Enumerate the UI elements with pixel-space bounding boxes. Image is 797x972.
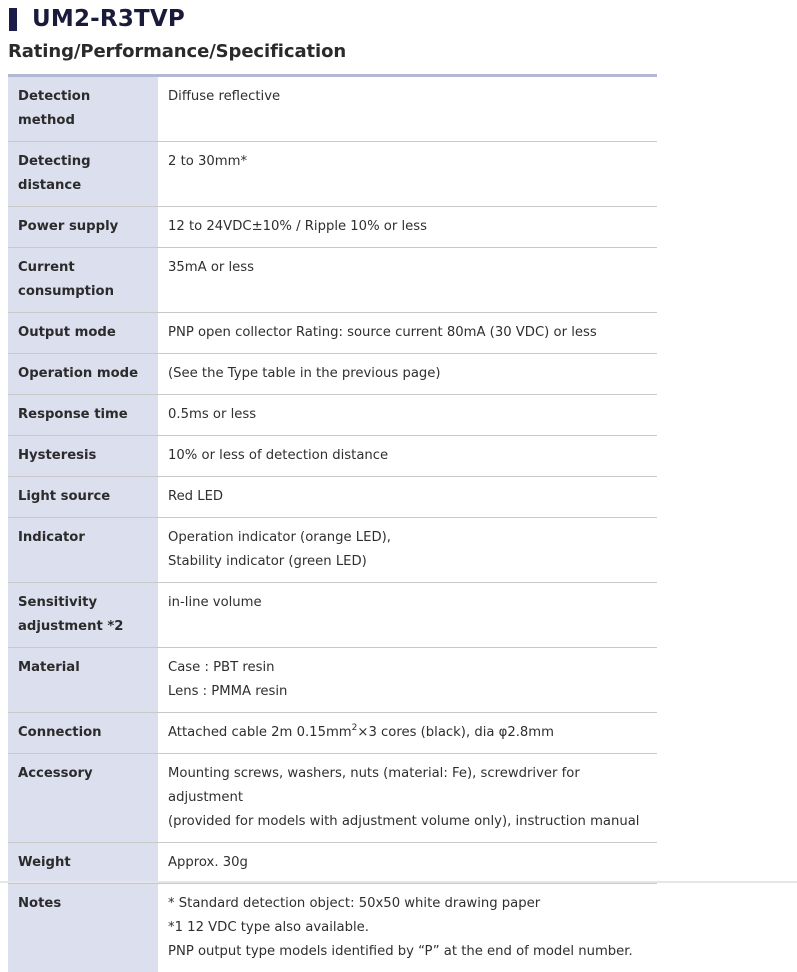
spec-row xyxy=(8,248,657,313)
spec-value-line: 2 to 30mm* xyxy=(168,150,647,174)
spec-value xyxy=(158,518,657,583)
model-title xyxy=(9,4,185,34)
spec-row xyxy=(8,583,657,648)
spec-value-line: 35mA or less xyxy=(168,256,647,280)
spec-label: Weight xyxy=(8,843,158,884)
spec-row xyxy=(8,76,657,142)
spec-value-line: 12 to 24VDC±10% / Ripple 10% or less xyxy=(168,215,647,239)
spec-table xyxy=(8,74,657,972)
spec-label: Indicator xyxy=(8,518,158,583)
spec-value xyxy=(158,713,657,754)
spec-value-line: (See the Type table in the previous page) xyxy=(168,362,647,386)
spec-value-line: PNP open collector Rating: source current 80mA (30 VDC) or less xyxy=(168,321,647,345)
spec-row xyxy=(8,754,657,843)
spec-label: Accessory xyxy=(8,754,158,843)
spec-value xyxy=(158,313,657,354)
spec-value-line: *1 12 VDC type also available. xyxy=(168,916,647,940)
spec-value xyxy=(158,583,657,648)
spec-value xyxy=(158,207,657,248)
spec-value xyxy=(158,754,657,843)
spec-row xyxy=(8,354,657,395)
spec-label: Sensitivity adjustment *2 xyxy=(8,583,158,648)
spec-row xyxy=(8,843,657,884)
spec-label: Current consumption xyxy=(8,248,158,313)
spec-row xyxy=(8,884,657,972)
spec-value-line: Case : PBT resin xyxy=(168,656,647,680)
spec-value xyxy=(158,395,657,436)
spec-value-line: Red LED xyxy=(168,485,647,509)
spec-value-line: (provided for models with adjustment volume only), instruction manual xyxy=(168,810,647,834)
spec-value-line: Mounting screws, washers, nuts (material: Fe), screwdriver for adjustment xyxy=(168,762,647,810)
spec-value xyxy=(158,884,657,972)
spec-value-text: ×3 cores (black), dia φ2.8mm xyxy=(357,725,554,740)
spec-value-line: 0.5ms or less xyxy=(168,403,647,427)
spec-row xyxy=(8,142,657,207)
spec-value xyxy=(158,477,657,518)
spec-value-line: Lens : PMMA resin xyxy=(168,680,647,704)
spec-value xyxy=(158,648,657,713)
spec-value xyxy=(158,843,657,884)
model-name: UM2-R3TVP xyxy=(32,6,185,32)
title-bar-marker xyxy=(9,8,17,31)
spec-label: Light source xyxy=(8,477,158,518)
spec-value xyxy=(158,354,657,395)
spec-row xyxy=(8,477,657,518)
superscript: 2 xyxy=(352,723,358,733)
spec-value-line: Operation indicator (orange LED), xyxy=(168,526,647,550)
spec-label: Hysteresis xyxy=(8,436,158,477)
section-title: Rating/Performance/Specification xyxy=(8,41,346,62)
spec-label: Detection method xyxy=(8,76,158,142)
spec-row xyxy=(8,395,657,436)
spec-row xyxy=(8,518,657,583)
spec-row xyxy=(8,648,657,713)
spec-value xyxy=(158,142,657,207)
spec-value xyxy=(158,76,657,142)
spec-value-line: Stability indicator (green LED) xyxy=(168,550,647,574)
spec-value-text: Attached cable 2m 0.15mm xyxy=(168,725,352,740)
spec-row xyxy=(8,436,657,477)
spec-label: Material xyxy=(8,648,158,713)
spec-label: Operation mode xyxy=(8,354,158,395)
spec-row xyxy=(8,207,657,248)
spec-value-line: 10% or less of detection distance xyxy=(168,444,647,468)
spec-value-line: PNP output type models identified by “P” at the end of model number. xyxy=(168,940,647,964)
spec-value-line: Diffuse reflective xyxy=(168,85,647,109)
spec-label: Notes xyxy=(8,884,158,972)
spec-value-line: in-line volume xyxy=(168,591,647,615)
spec-row xyxy=(8,713,657,754)
spec-label: Detecting distance xyxy=(8,142,158,207)
spec-label: Output mode xyxy=(8,313,158,354)
spec-value-line: Approx. 30g xyxy=(168,851,647,875)
spec-label: Power supply xyxy=(8,207,158,248)
spec-label: Response time xyxy=(8,395,158,436)
spec-value-line: * Standard detection object: 50x50 white drawing paper xyxy=(168,892,647,916)
spec-row xyxy=(8,313,657,354)
spec-value xyxy=(158,248,657,313)
spec-label: Connection xyxy=(8,713,158,754)
spec-value xyxy=(158,436,657,477)
